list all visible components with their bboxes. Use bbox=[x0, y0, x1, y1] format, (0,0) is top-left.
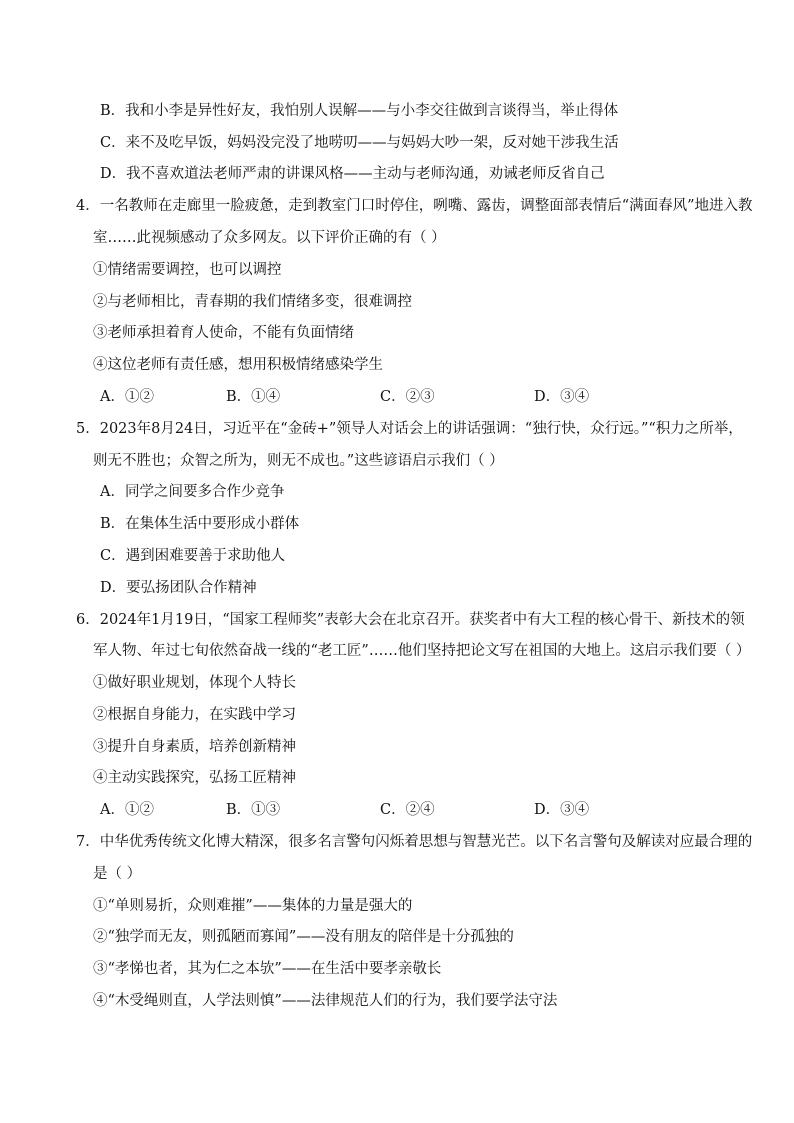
q7-item-3: ③“孝悌也者，其为仁之本欤”——在生活中要孝亲敬长 bbox=[93, 961, 442, 977]
q7-item-4: ④“木受绳则直，人学法则慎”——法律规范人们的行为，我们要学法守法 bbox=[93, 993, 558, 1009]
q4-item-3: ③老师承担着育人使命，不能有负面情绪 bbox=[93, 325, 354, 341]
q7-stem-line2: 是（ ） bbox=[93, 866, 142, 882]
q7-stem-line1: 7．中华优秀传统文化博大精深，很多名言警句闪烁着思想与智慧光芒。以下名言警句及解读对应最合理的 bbox=[76, 834, 753, 850]
q3-option-b: B．我和小李是异性好友，我怕别人误解——与小李交往做到言谈得当，举止得体 bbox=[100, 103, 619, 119]
q6-choice-a: A．①② bbox=[100, 802, 154, 818]
q6-choice-c: C．②④ bbox=[380, 802, 435, 818]
q7-item-1: ①“单则易折，众则难摧”——集体的力量是强大的 bbox=[93, 898, 413, 914]
q5-option-d: D．要弘扬团队合作精神 bbox=[100, 580, 257, 596]
q3-option-c: C．来不及吃早饭，妈妈没完没了地唠叨——与妈妈大吵一架，反对她干涉我生活 bbox=[100, 135, 619, 151]
q4-item-2: ②与老师相比，青春期的我们情绪多变，很难调控 bbox=[93, 294, 412, 310]
q6-item-3: ③提升自身素质，培养创新精神 bbox=[93, 739, 296, 755]
q4-item-1: ①情绪需要调控，也可以调控 bbox=[93, 262, 282, 278]
q7-item-2: ②“独学而无友，则孤陋而寡闻”——没有朋友的陪伴是十分孤独的 bbox=[93, 929, 514, 945]
q4-item-4: ④这位老师有责任感，想用积极情绪感染学生 bbox=[93, 357, 383, 373]
q6-stem-line1: 6．2024年1月19日，“国家工程师奖”表彰大会在北京召开。获奖者中有大工程的核心骨干、新技术的领 bbox=[76, 612, 745, 628]
q5-stem-line1: 5．2023年8月24日，习近平在“金砖+”领导人对话会上的讲话强调：“独行快，众行远。”“积力之所举， bbox=[76, 421, 743, 437]
q4-stem-line2: 室……此视频感动了众多网友。以下评价正确的有（ ） bbox=[93, 230, 446, 246]
q5-option-b: B．在集体生活中要形成小群体 bbox=[100, 516, 300, 532]
q4-choice-c: C．②③ bbox=[380, 389, 435, 405]
q4-choice-d: D．③④ bbox=[534, 389, 590, 405]
q5-option-c: C．遇到困难要善于求助他人 bbox=[100, 548, 286, 564]
q6-item-4: ④主动实践探究，弘扬工匠精神 bbox=[93, 770, 296, 786]
q5-option-a: A．同学之间要多合作少竞争 bbox=[100, 484, 285, 500]
q6-item-1: ①做好职业规划，体现个人特长 bbox=[93, 675, 296, 691]
q6-choice-b: B．①③ bbox=[226, 802, 281, 818]
q5-stem-line2: 则无不胜也；众智之所为，则无不成也。”这些谚语启示我们（ ） bbox=[93, 453, 504, 469]
q4-choice-a: A．①② bbox=[100, 389, 154, 405]
q6-choice-d: D．③④ bbox=[534, 802, 590, 818]
q6-stem-line2: 军人物、年过七旬依然奋战一线的“老工匠”……他们坚持把论文写在祖国的大地上。这启示我们要（ ） bbox=[93, 643, 751, 659]
q4-stem-line1: 4．一名教师在走廊里一脸疲惫，走到教室门口时停住，咧嘴、露齿，调整面部表情后“满面春风”地进入教 bbox=[76, 198, 753, 214]
q4-choice-b: B．①④ bbox=[226, 389, 281, 405]
q3-option-d: D．我不喜欢道法老师严肃的讲课风格——主动与老师沟通，劝诫老师反省自己 bbox=[100, 166, 605, 182]
q6-item-2: ②根据自身能力，在实践中学习 bbox=[93, 707, 296, 723]
